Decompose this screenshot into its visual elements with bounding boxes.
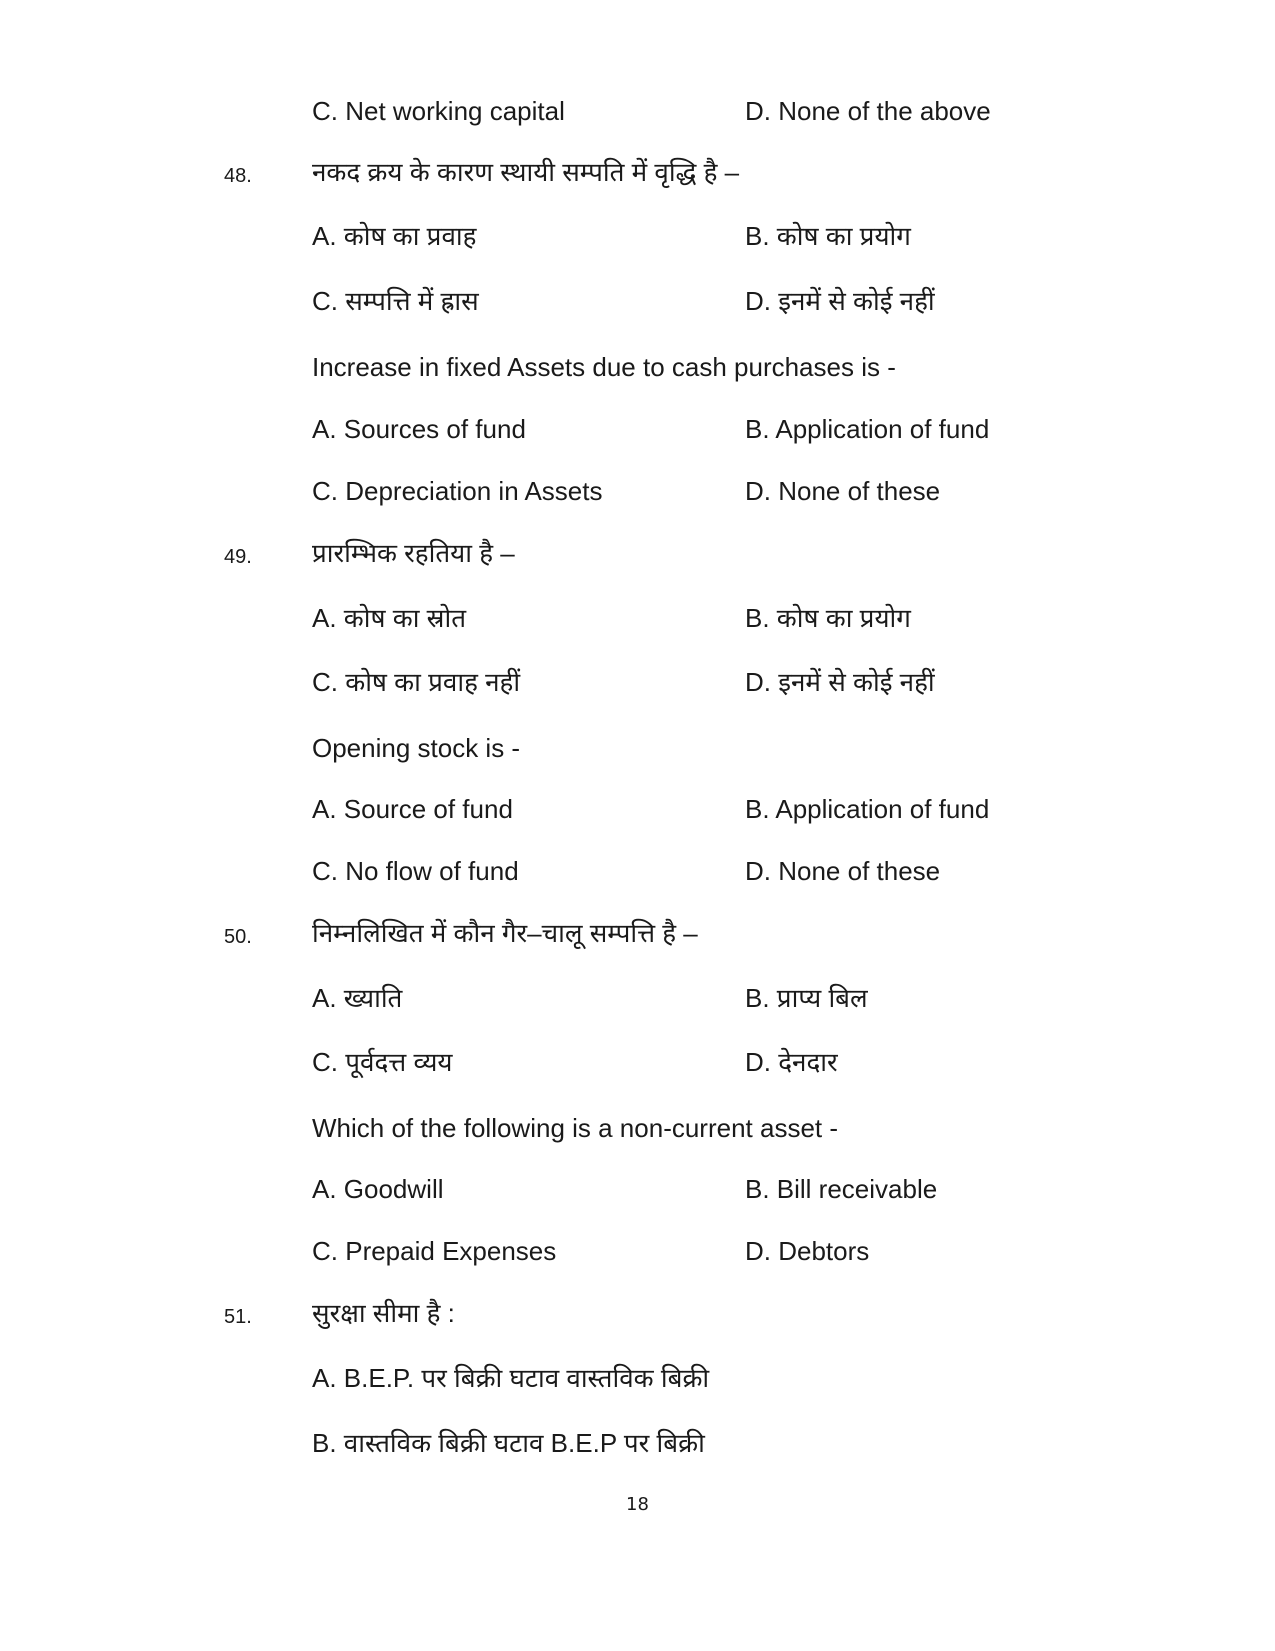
q49-option-b-english: B. Application of fund	[745, 794, 990, 824]
q51-number: 51.	[224, 1306, 252, 1328]
q51-option-a-hindi: A. B.E.P. पर बिक्री घटाव वास्तविक बिक्री	[312, 1363, 710, 1393]
q49-number: 49.	[224, 546, 252, 568]
q48-stem-english: Increase in fixed Assets due to cash purchases is -	[312, 352, 896, 382]
q49-option-a-hindi: A. कोष का स्रोत	[312, 603, 467, 633]
q48-option-b-hindi: B. कोष का प्रयोग	[745, 221, 911, 251]
q48-number: 48.	[224, 165, 252, 187]
q49-option-b-hindi: B. कोष का प्रयोग	[745, 603, 911, 633]
q50-option-c-hindi: C. पूर्वदत्त व्यय	[312, 1047, 453, 1077]
q50-number: 50.	[224, 926, 252, 948]
q48-option-a-hindi: A. कोष का प्रवाह	[312, 221, 477, 251]
q49-option-a-english: A. Source of fund	[312, 794, 513, 824]
q47-option-d: D. None of the above	[745, 96, 991, 126]
q49-option-c-hindi: C. कोष का प्रवाह नहीं	[312, 667, 521, 697]
q50-option-d-english: D. Debtors	[745, 1236, 870, 1266]
q50-option-d-hindi: D. देनदार	[745, 1047, 838, 1077]
q50-option-a-hindi: A. ख्याति	[312, 983, 403, 1013]
q47-option-c: C. Net working capital	[312, 96, 565, 126]
q50-stem-hindi: निम्नलिखित में कौन गैर–चालू सम्पत्ति है –	[312, 918, 698, 948]
q48-option-d-hindi: D. इनमें से कोई नहीं	[745, 286, 935, 316]
q48-option-d-english: D. None of these	[745, 476, 941, 506]
q48-option-c-hindi: C. सम्पत्ति में ह्रास	[312, 286, 479, 316]
page-number: 18	[626, 1494, 649, 1515]
q50-option-b-hindi: B. प्राप्य बिल	[745, 983, 868, 1013]
q50-option-b-english: B. Bill receivable	[745, 1174, 938, 1204]
q49-stem-english: Opening stock is -	[312, 733, 521, 763]
q48-option-b-english: B. Application of fund	[745, 414, 990, 444]
q51-option-b-hindi: B. वास्तविक बिक्री घटाव B.E.P पर बिक्री	[312, 1428, 705, 1458]
q49-option-c-english: C. No flow of fund	[312, 856, 519, 886]
q51-stem-hindi: सुरक्षा सीमा है :	[312, 1298, 455, 1328]
q50-option-c-english: C. Prepaid Expenses	[312, 1236, 557, 1266]
q48-stem-hindi: नकद क्रय के कारण स्थायी सम्पति में वृद्धि है –	[312, 157, 740, 187]
q48-option-c-english: C. Depreciation in Assets	[312, 476, 603, 506]
q49-option-d-hindi: D. इनमें से कोई नहीं	[745, 667, 935, 697]
q49-option-d-english: D. None of these	[745, 856, 941, 886]
q50-option-a-english: A. Goodwill	[312, 1174, 444, 1204]
q48-option-a-english: A. Sources of fund	[312, 414, 526, 444]
q49-stem-hindi: प्रारम्भिक रहतिया है –	[312, 538, 515, 568]
q50-stem-english: Which of the following is a non-current asset -	[312, 1113, 839, 1143]
